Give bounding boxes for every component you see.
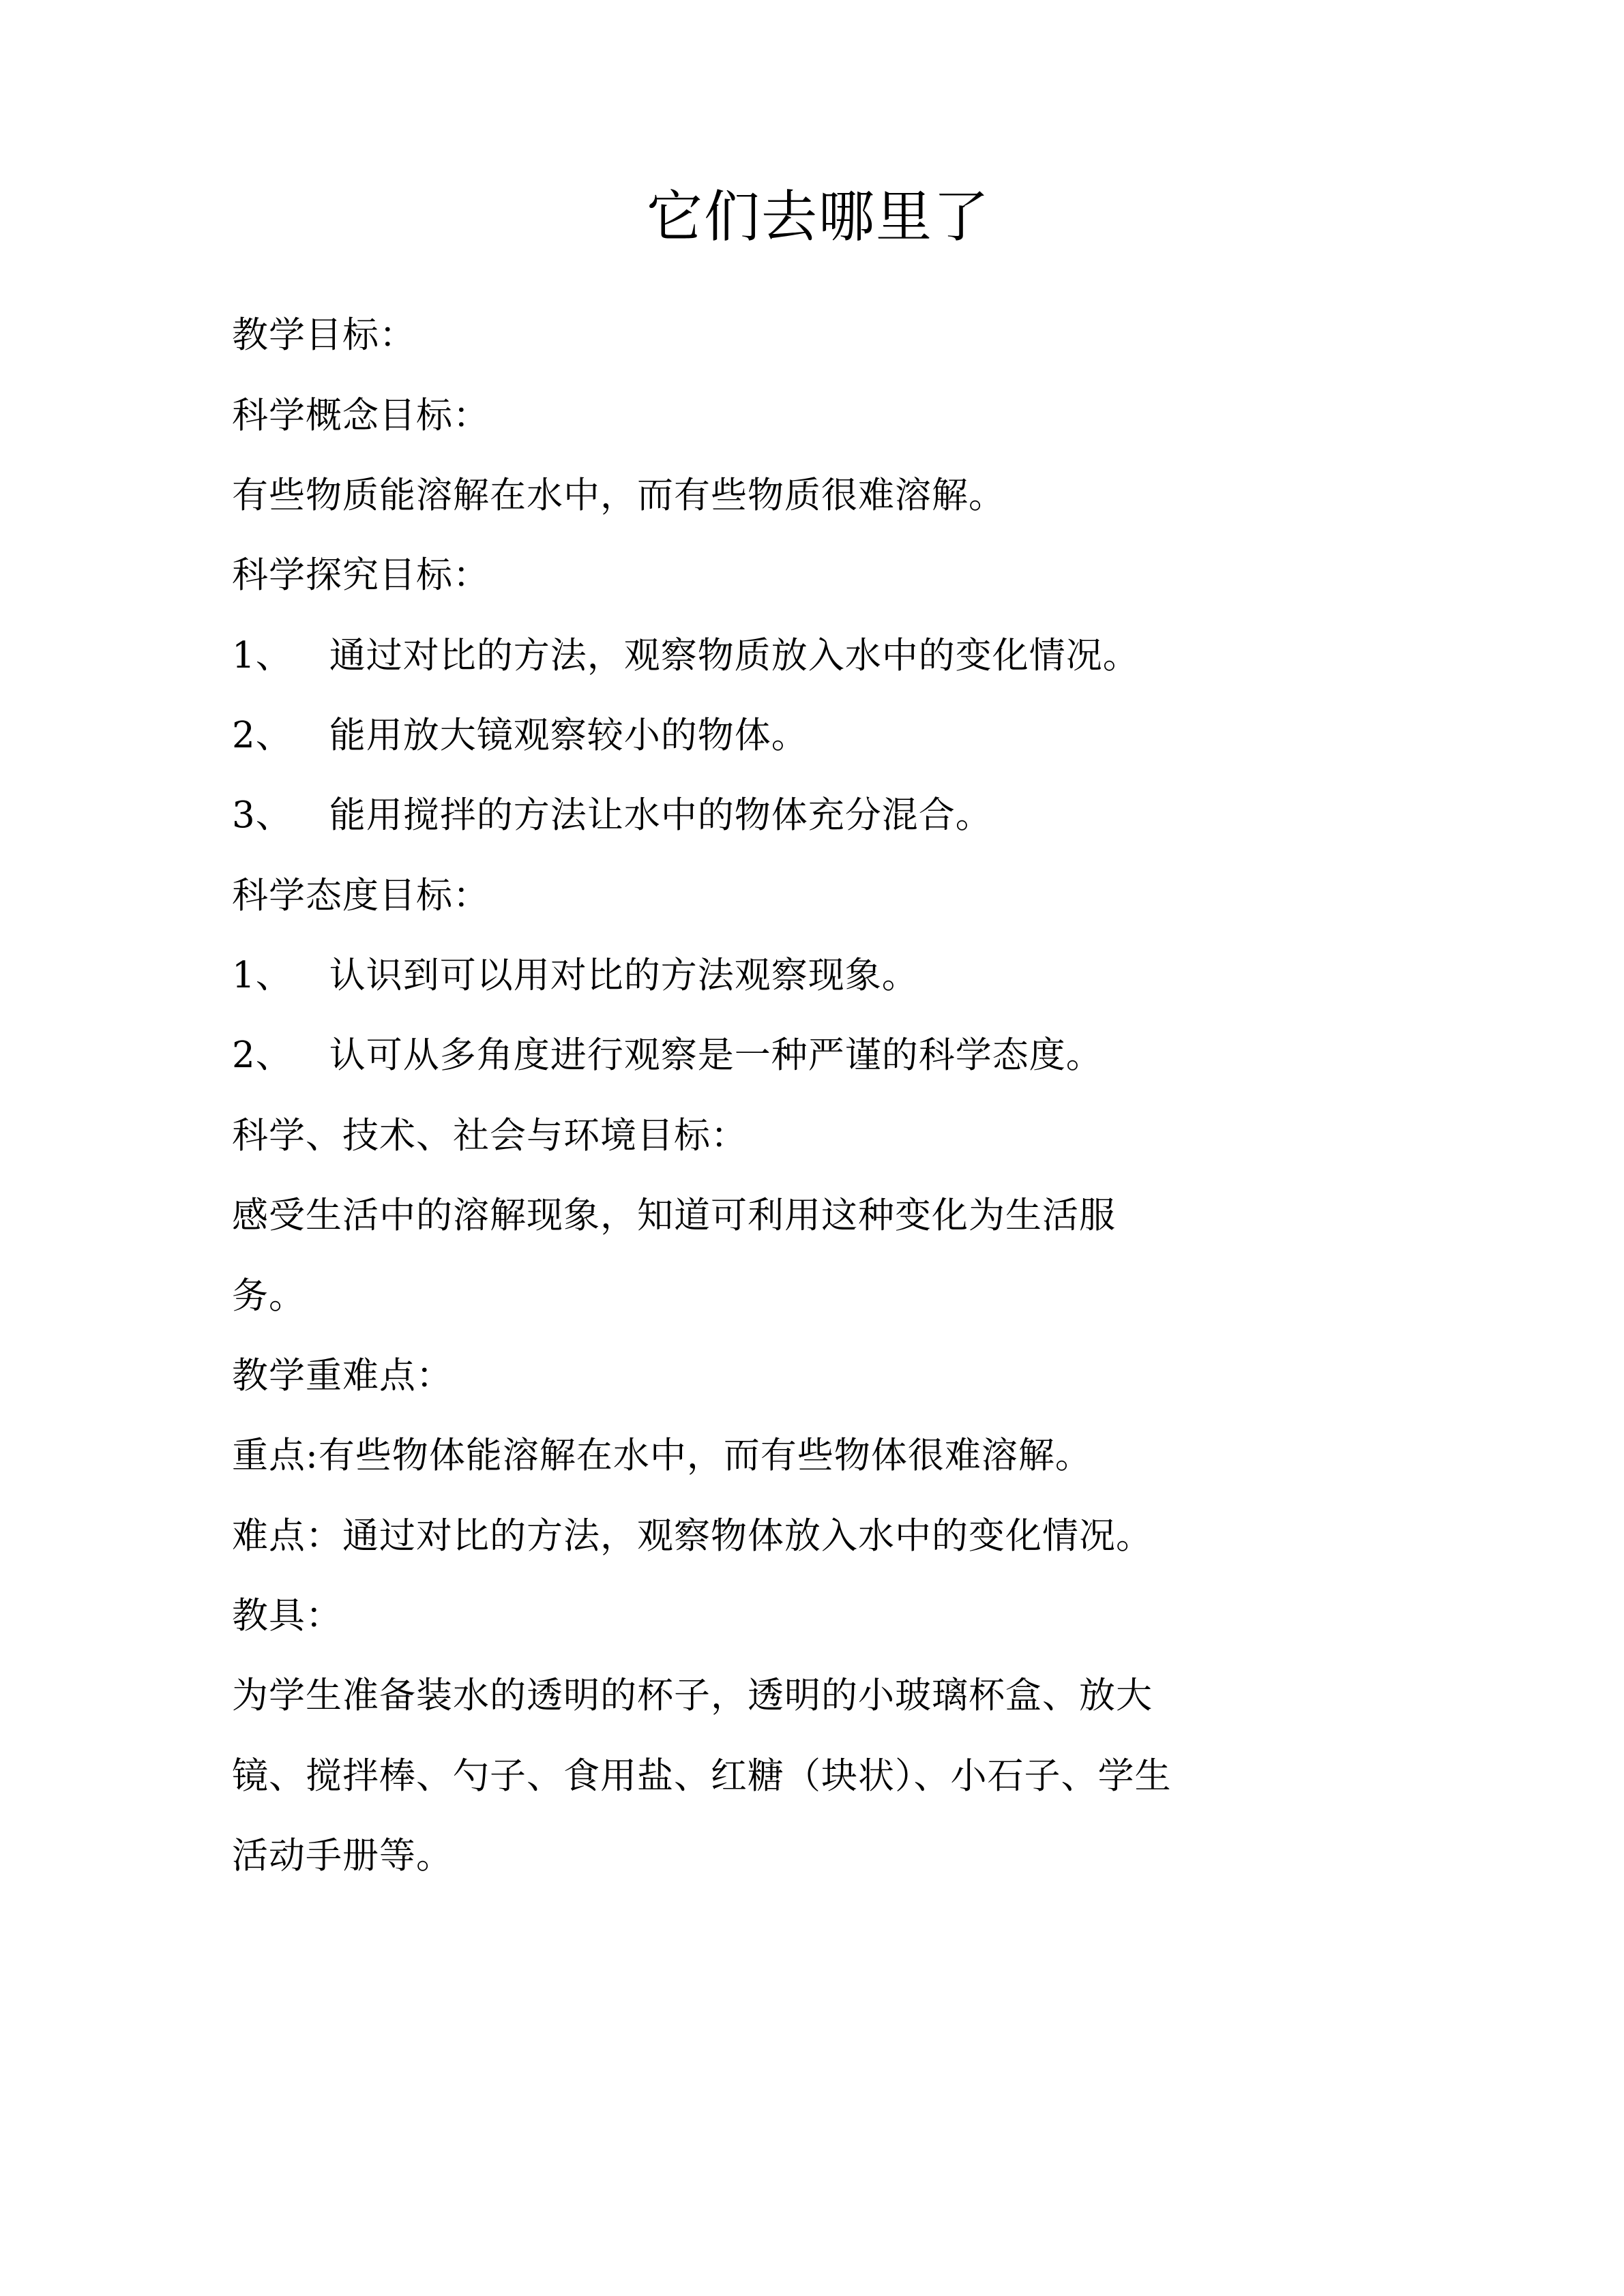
sts-environment-body-line-2: 务。 (232, 1274, 306, 1317)
page-title: 它们去哪里了 (646, 185, 990, 250)
sts-environment-body-line-1: 感受生活中的溶解现象，知道可利用这种变化为生活服 (232, 1195, 1116, 1237)
science-concept-heading: 科学概念目标： (232, 394, 490, 436)
science-inquiry-item-1: 1、 通过对比的方法，观察物质放入水中的变化情况。 (232, 634, 1140, 676)
document-body (232, 184, 1405, 1900)
science-inquiry-item-2: 2、 能用放大镜观察较小的物体。 (232, 715, 808, 757)
teaching-objectives-heading: 教学目标： (232, 314, 416, 357)
science-attitude-item-2: 2、 认可从多角度进行观察是一种严谨的科学态度。 (232, 1034, 1103, 1077)
teaching-aids-body-line-2: 镜、搅拌棒、勺子、食用盐、红糖（块状）、小石子、学生 (232, 1755, 1172, 1797)
key-point-body: 重点:有些物体能溶解在水中，而有些物体很难溶解。 (232, 1435, 1092, 1477)
science-attitude-item-1: 1、 认识到可以用对比的方法观察现象。 (232, 955, 919, 997)
difficult-point-body: 难点：通过对比的方法，观察物体放入水中的变化情况。 (232, 1515, 1153, 1557)
teaching-aids-body-line-1: 为学生准备装水的透明的杯子，透明的小玻璃杯盒、放大 (232, 1675, 1153, 1717)
teaching-aids-heading: 教具： (232, 1594, 342, 1637)
sts-environment-heading: 科学、技术、社会与环境目标： (232, 1114, 748, 1157)
teaching-aids-body-line-3: 活动手册等。 (232, 1834, 453, 1877)
science-attitude-heading: 科学态度目标： (232, 874, 490, 916)
key-difficulty-heading: 教学重难点： (232, 1354, 453, 1397)
science-inquiry-item-3: 3、 能用搅拌的方法让水中的物体充分混合。 (232, 794, 992, 837)
science-inquiry-heading: 科学探究目标： (232, 554, 490, 597)
science-concept-body: 有些物质能溶解在水中，而有些物质很难溶解。 (232, 475, 1005, 517)
